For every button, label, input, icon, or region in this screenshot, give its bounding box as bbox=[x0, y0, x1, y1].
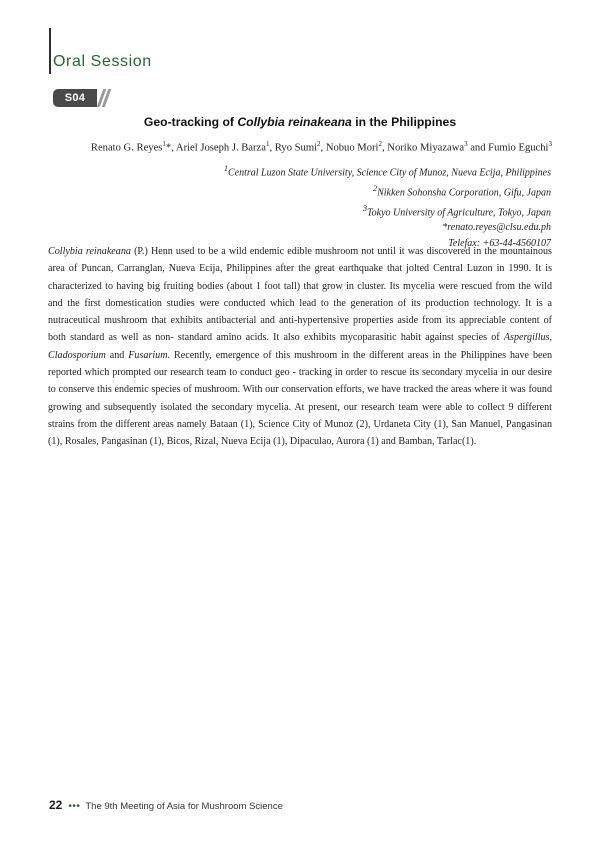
abstract-text: and bbox=[105, 349, 129, 361]
abstract-text: (P.) Henn used to be a wild endemic edible mushroom not until it was discovered in the mountainous area of Puncan, Carranglan, Nueva Ecija, Philippines after the great earthquake that jolted Central Luzon in 1990. It is characterized to having big fruiting bodies (about 1 foot tall) that grow in cluster. Its mycelia were rescued from the wild and the first domestication studies were conducted which lead to the generation of its production technology. It is a nutraceutical mushroom that exhibits antibacterial and anti-hypertensive properties aside from its appreciable content of both standard as well as non- standard amino acids. It also exhibits mycoparasitic habit against species of bbox=[48, 246, 552, 344]
author-affil-mark: 1 bbox=[265, 140, 270, 148]
page-number: 22 bbox=[49, 798, 63, 812]
affiliation-mark: 3 bbox=[362, 203, 368, 213]
affiliation-text: Central Luzon State University, Science City of Munoz, Nueva Ecija, Philippines bbox=[227, 167, 551, 179]
abstract-text: . Recently, emergence of this mushroom in the different areas in the Philippines have been reported which prompted our research team to conduct geo - tracking in order to rescue its secondary mycelia in our desire to conserve this endemic species of mushroom. With our conservation efforts, we have tracked the areas where it was found growing and subsequently isolated the secondary mycelia. At present, our research team were able to collect 9 different strains from the different areas namely Bataan (1), Science City of Munoz (2), Urdaneta City (1), San Manuel, Pangasinan (1), Rosales, Pangasinan (1), Bicos, Rizal, Nueva Ecija (1), Dipaculao, Aurora (1) and Bamban, Tarlac(1). bbox=[48, 349, 553, 448]
author-list bbox=[48, 140, 552, 154]
affiliation-mark: 1 bbox=[223, 164, 228, 173]
affiliation-text: Tokyo University of Agriculture, Tokyo, Japan bbox=[367, 206, 551, 218]
affiliation-line bbox=[224, 161, 551, 181]
page-footer bbox=[49, 798, 283, 812]
affiliation-text: Nikken Sohonsha Corporation, Gifu, Japan bbox=[377, 187, 551, 199]
genus-name: Cladosporium bbox=[48, 349, 106, 361]
corresponding-email: *renato.reyes@clsu.edu.ph bbox=[442, 222, 551, 234]
meeting-name: The 9th Meeting of Asia for Mushroom Science bbox=[85, 801, 283, 812]
session-code-badge bbox=[53, 89, 110, 107]
paper-title bbox=[48, 115, 552, 129]
abstract-text: , bbox=[549, 332, 552, 344]
author-separator: *, bbox=[165, 142, 176, 154]
author-affil-mark: 3 bbox=[464, 140, 468, 148]
author-separator: and bbox=[467, 142, 489, 154]
title-prefix: Geo-tracking of bbox=[143, 115, 238, 129]
author-separator: , bbox=[320, 142, 326, 154]
author-name: Renato G. Reyes bbox=[90, 142, 163, 154]
author-separator: , bbox=[382, 142, 388, 154]
affiliation-line bbox=[224, 201, 551, 221]
abstract-body bbox=[48, 243, 552, 451]
affiliation-list bbox=[224, 161, 551, 251]
author-name: Ariel Joseph J. Barza bbox=[175, 142, 266, 154]
genus-name: Fusarium bbox=[128, 349, 168, 361]
abstract-species: Collybia reinakeana bbox=[48, 246, 131, 257]
title-suffix: in the Philippines bbox=[351, 115, 457, 129]
genus-name: Aspergillus bbox=[503, 332, 550, 344]
header-divider bbox=[49, 28, 51, 74]
affiliation-mark: 2 bbox=[372, 183, 378, 193]
author-affil-mark: 2 bbox=[378, 140, 382, 148]
title-species: Collybia reinakeana bbox=[237, 115, 352, 129]
footer-dots: ••• bbox=[68, 801, 81, 812]
author-name: Ryo Sumi bbox=[274, 142, 318, 154]
author-separator: , bbox=[269, 142, 275, 154]
session-code: S04 bbox=[64, 92, 86, 104]
author-name: Nobuo Mori bbox=[325, 142, 379, 154]
session-title: Oral Session bbox=[53, 53, 152, 70]
author-affil-mark: 2 bbox=[317, 140, 321, 148]
affiliation-line bbox=[224, 181, 551, 201]
author-affil-mark: 1 bbox=[162, 140, 166, 148]
author-affil-mark: 3 bbox=[548, 140, 552, 148]
author-name: Fumio Eguchi bbox=[488, 142, 549, 154]
author-name: Noriko Miyazawa bbox=[387, 142, 465, 154]
telefax: Telefax: +63-44-4560107 bbox=[448, 237, 551, 249]
